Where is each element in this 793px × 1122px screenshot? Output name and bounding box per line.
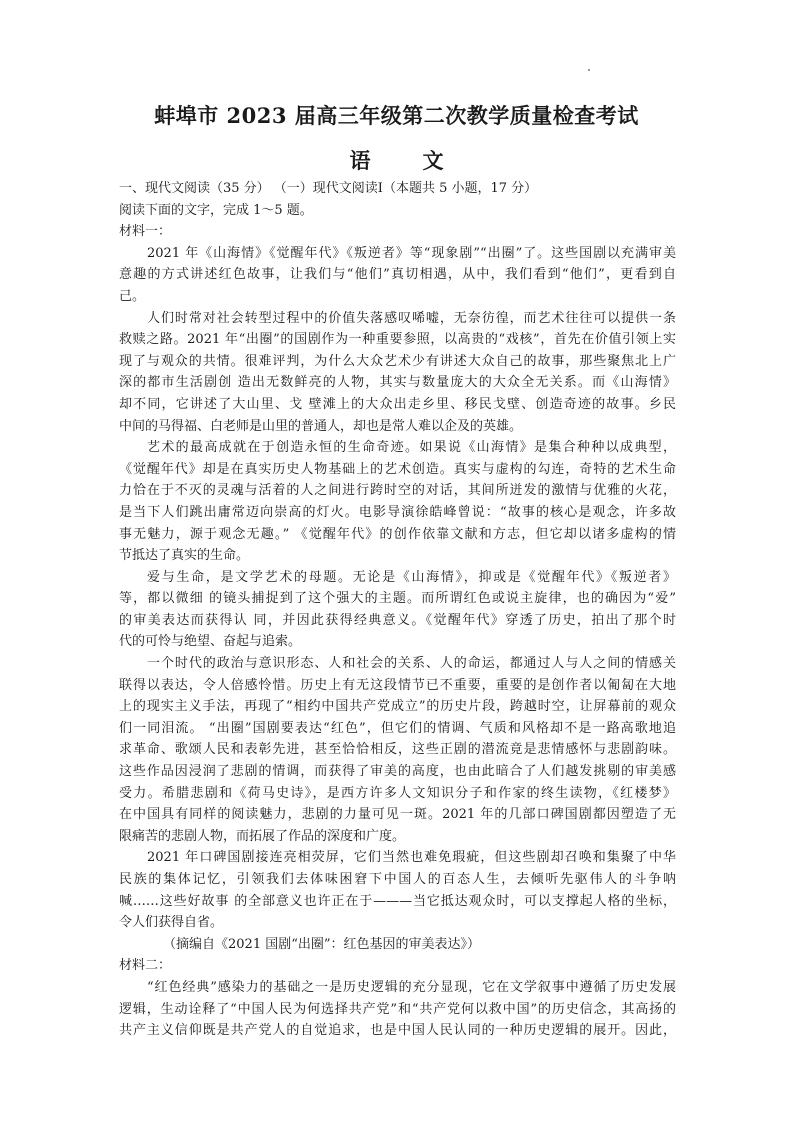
text-line: 求革命、歌颂人民和表彰先进，甚至恰恰相反，这些正剧的潜流竟是悲情感怀与悲剧韵味。 [119,742,676,758]
text-line: 艺术的最高成就在于创造永恒的生命奇迹。如果说《山海情》是集合种种以成典型， [147,440,676,456]
text-line: 逻辑，生动诠释了“中国人民为何选择共产党”和“共产党何以救中国”的历史信念，其高扬的 [119,1001,676,1017]
text-line: 们一同泪流。 “出圈”国剧要表达“红色”，但它们的情调、气质和风格却不是一路高歌地追 [119,720,676,736]
text-line: 受力。希腊悲剧和《荷马史诗》，是西方许多人文知识分子和作家的终生读物，《红楼梦》 [119,785,676,801]
text-line: 现了与观众的共情。很难评判，为什么大众艺术少有讲述大众自己的故事，那些聚焦北上广 [119,353,676,369]
text-line: 力恰在于不灭的灵魂与活着的人之间进行跨时空的对话，其间所迸发的激情与优雅的火花， [119,483,676,499]
text-line: 在中国具有同样的阅读魅力，悲剧的力量可见一斑。2021 年的几部口碑国剧都因塑造了无 [119,807,676,823]
text-line: 共产主义信仰既是共产党人的自觉追求，也是中国人民认同的一种历史逻辑的展开。因此， [119,1023,676,1039]
subject-char: 语 [349,148,371,173]
text-line: 令人们获得自省。 [119,915,224,931]
passage-body [119,178,676,1042]
instruction-line: 阅读下面的文字，完成 1～5 题。 [119,202,313,218]
material-label: 材料二： [119,958,172,974]
text-line: 民族的集体记忆，引领我们去体味困窘下中国人的百态人生，去倾听先驱伟人的斗争呐 [119,872,676,887]
text-line: 深的都市生活剧创 造出无数鲜亮的人物，其实与数量庞大的大众全无关系。而《山海情》 [119,375,676,391]
subject-heading [0,145,793,175]
text-line: 这些作品因浸润了悲剧的情调，而获得了审美的高度，也由此暗合了人们越发挑剔的审美感 [119,764,676,780]
text-line: 上的现实主义手法，再现了“相约中国共产党成立”的历史片段，跨越时空，让屏幕前的观众 [119,699,676,715]
text-line: 救赎之路。2021 年“出圈”的国剧作为一种重要参照，以高贵的“戏核”，首先在价值引领上实 [119,332,676,348]
text-line: 中间的马得福、白老师是山里的普通人，却也是常人难以企及的英雄。 [119,418,523,434]
text-line: 节抵达了真实的生命。 [119,548,250,564]
text-line: 是当下人们跳出庸常迈向崇高的灯火。电影导演徐皓峰曾说：“故事的核心是观念，许多故 [119,504,676,520]
text-line: 事无魅力，源于观念无趣。” 《觉醒年代》的创作依靠文献和方志，但它却以诸多虚构的情 [119,526,676,542]
text-line: “红色经典”感染力的基础之一是历史逻辑的充分显现，它在文学叙事中遵循了历史发展 [147,979,676,995]
source-citation: （摘编自《2021 国剧“出圈”：红色基因的审美表达》） [163,936,481,952]
text-line: 限痛苦的悲剧人物，而拓展了作品的深度和广度。 [119,828,406,844]
text-line: 人们时常对社会转型过程中的价值失落感叹唏嘘，无奈彷徨，而艺术往往可以提供一条 [147,310,676,326]
section-heading: 一、现代文阅读（35 分） （一）现代文阅读Ⅰ（本题共 5 小题，17 分） [119,181,538,196]
text-line: 喊……这些好故事 的全部意义也许正在于———当它抵达观众时，可以支撑起人格的坐标， [119,893,676,909]
text-line: 己。 [119,288,146,304]
text-line: 的审美表达而获得认 同，并因此获得经典意义。《觉醒年代》穿透了历史，拍出了那个时 [119,612,676,628]
material-label: 材料一： [119,224,172,240]
text-line: 2021 年口碑国剧接连亮相荧屏，它们当然也难免瑕疵，但这些剧却召唤和集聚了中华 [147,850,676,866]
text-line: 却不同，它讲述了大山里、戈 壁滩上的大众出走乡里、移民戈壁、创造奇迹的故事。乡民 [119,396,676,412]
text-line: 代的可怜与绝望、奋起与追索。 [119,634,302,650]
text-line: 2021 年《山海情》《觉醒年代》《叛逆者》等“现象剧”“出圈”了。这些国剧以充满审美 [147,245,676,261]
text-line: 意趣的方式讲述红色故事，让我们与“他们”真切相遇，从中，我们看到“他们”，更看到自 [119,267,676,283]
text-line: 一个时代的政治与意识形态、人和社会的关系、人的命运，都通过人与人之间的情感关 [147,656,676,672]
text-line: 《觉醒年代》却是在真实历史人物基础上的艺术创造。真实与虚构的勾连，奇特的艺术生命 [119,461,676,477]
exam-title: 蚌埠市 2023 届高三年级第二次教学质量检查考试 [154,103,639,128]
subject-char: 文 [422,148,444,173]
scan-speck [588,69,590,71]
text-line: 等，都以微细 的镜头捕捉到了这个强大的主题。而所谓红色或说主旋律，也的确因为“爱” [119,591,676,607]
text-line: 联得以表达，令人倍感怜惜。历史上有无这段情节已不重要，重要的是创作者以匍匐在大地 [119,677,676,693]
text-line: 爱与生命，是文学艺术的母题。无论是《山海情》，抑或是《觉醒年代》《叛逆者》 [147,569,676,585]
